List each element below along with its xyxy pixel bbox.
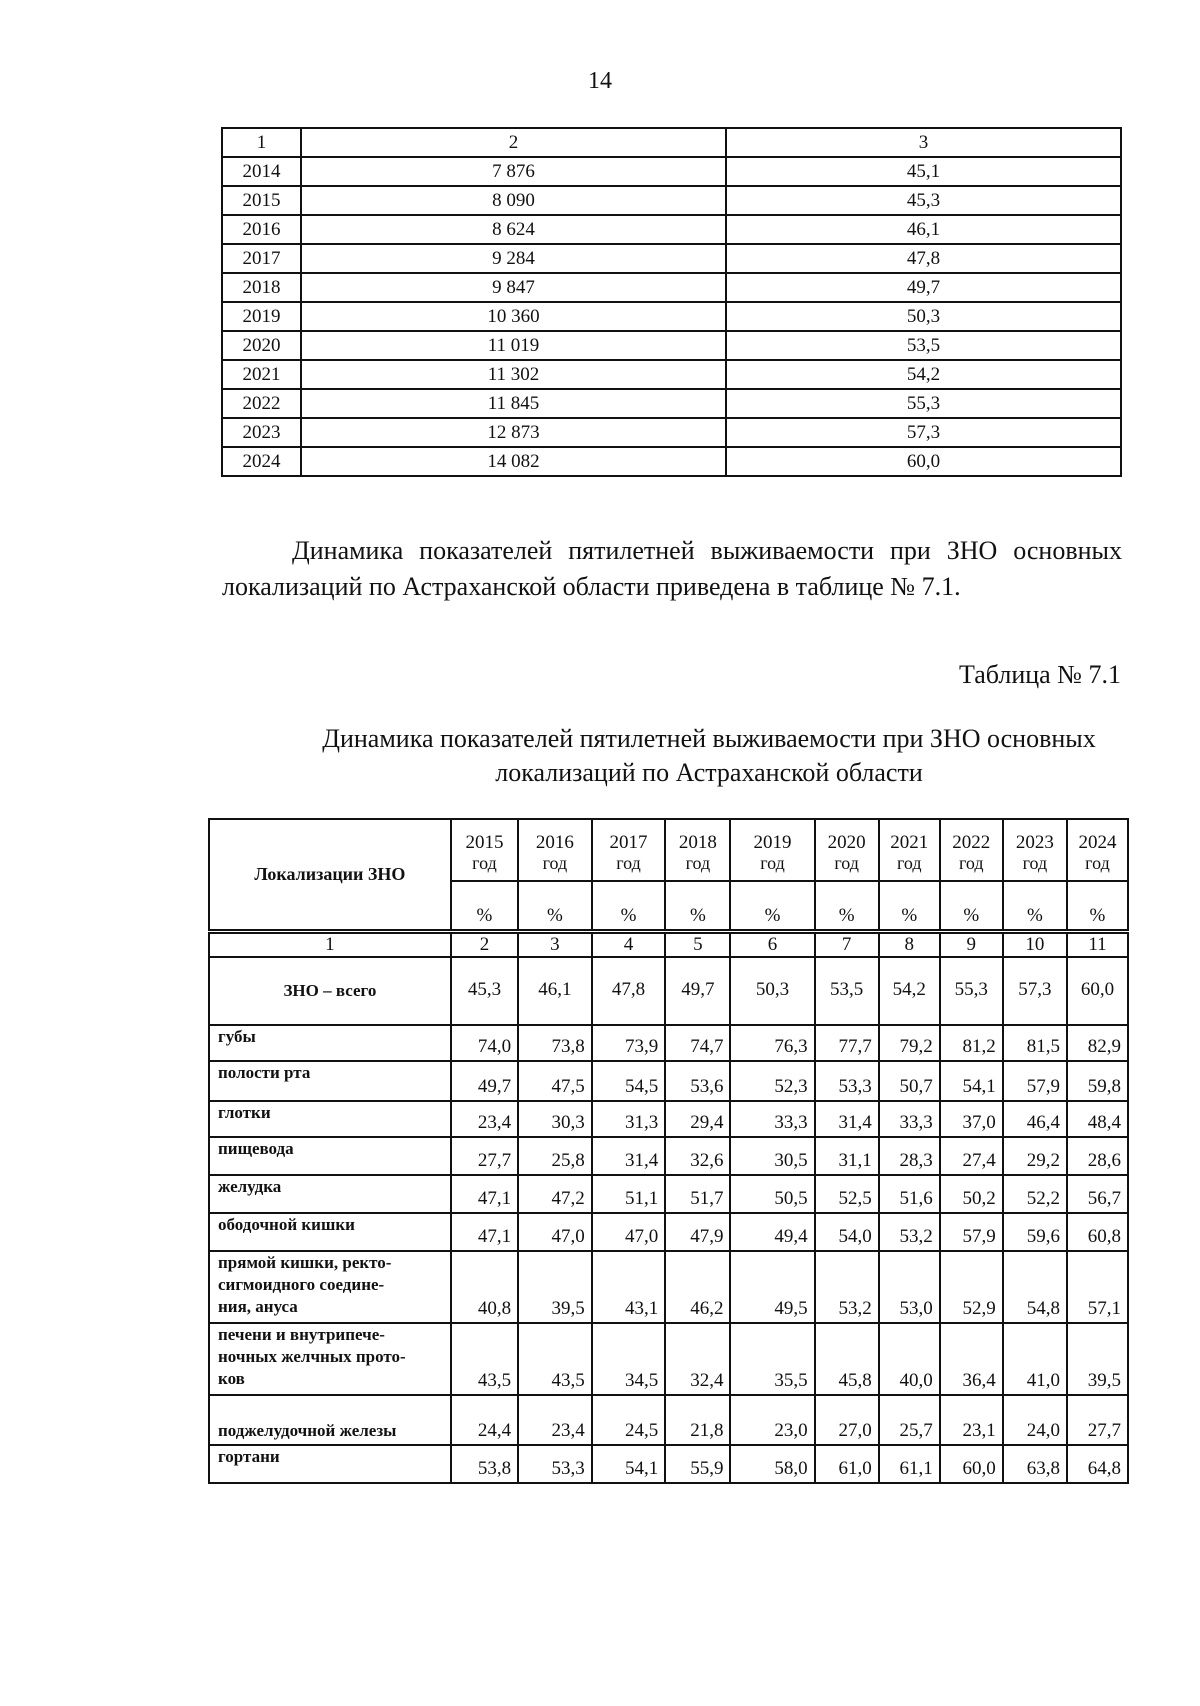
year-header [665, 819, 730, 881]
value-cell: 34,5 [592, 1323, 666, 1395]
table-row [209, 1175, 1128, 1213]
column-number: 11 [1067, 931, 1128, 957]
value-cell: 30,3 [518, 1101, 592, 1137]
column-number: 2 [451, 931, 518, 957]
table-cell: 2016 [222, 215, 301, 244]
year-unit: год [896, 853, 922, 873]
year-unit: год [958, 853, 984, 873]
year-unit: год [685, 853, 711, 873]
table-cell: 2023 [222, 418, 301, 447]
column-number: 4 [592, 931, 666, 957]
table-cell: 12 873 [301, 418, 726, 447]
value-cell: 36,4 [940, 1323, 1003, 1395]
value-cell: 27,7 [451, 1137, 518, 1175]
cases-table [221, 127, 1122, 477]
value-cell: 32,4 [665, 1323, 730, 1395]
table-header-row [222, 128, 1121, 157]
value-cell: 59,8 [1067, 1061, 1128, 1101]
table-cell: 2017 [222, 244, 301, 273]
table-cell: 57,3 [726, 418, 1121, 447]
year-unit: год [1022, 853, 1048, 873]
value-cell: 23,4 [451, 1101, 518, 1137]
value-cell: 29,4 [665, 1101, 730, 1137]
value-cell: 50,2 [940, 1175, 1003, 1213]
table-cell: 7 876 [301, 157, 726, 186]
table-row [222, 331, 1121, 360]
value-cell: 60,0 [1067, 957, 1128, 1025]
table-cell: 45,1 [726, 157, 1121, 186]
column-number: 1 [209, 931, 451, 957]
column-number: 3 [518, 931, 592, 957]
value-cell: 74,0 [451, 1025, 518, 1061]
table-cell: 46,1 [726, 215, 1121, 244]
year-value: 2022 [952, 832, 991, 853]
table-row [209, 1025, 1128, 1061]
value-cell: 39,5 [1067, 1323, 1128, 1395]
value-cell: 46,4 [1003, 1101, 1067, 1137]
column-number: 10 [1003, 931, 1067, 957]
localization-label [209, 1323, 451, 1395]
value-cell: 57,9 [940, 1213, 1003, 1251]
percent-header: % [451, 881, 518, 931]
column-number: 7 [815, 931, 879, 957]
value-cell: 50,5 [730, 1175, 814, 1213]
value-cell: 49,4 [730, 1213, 814, 1251]
header-cell: 2 [301, 128, 726, 157]
column-number: 5 [665, 931, 730, 957]
localization-header: Локализации ЗНО [209, 819, 451, 931]
table-cell: 2019 [222, 302, 301, 331]
value-cell: 51,7 [665, 1175, 730, 1213]
year-header [1003, 819, 1067, 881]
page-number: 14 [588, 68, 612, 94]
year-value: 2018 [678, 832, 717, 853]
value-cell: 40,0 [879, 1323, 940, 1395]
year-header [940, 819, 1003, 881]
table-row [222, 418, 1121, 447]
table-row [209, 1061, 1128, 1101]
value-cell: 47,1 [451, 1213, 518, 1251]
value-cell: 54,1 [592, 1445, 666, 1483]
percent-header: % [665, 881, 730, 931]
year-unit: год [1085, 853, 1110, 873]
table-header-row [209, 819, 1128, 881]
label-line: сигмоидного соедине- [218, 1274, 385, 1294]
table-row [222, 244, 1121, 273]
table-title-line: Динамика показателей пятилетней выживаемости при ЗНО основных [322, 724, 1096, 753]
table-row [222, 157, 1121, 186]
value-cell: 60,0 [940, 1445, 1003, 1483]
table-cell: 11 845 [301, 389, 726, 418]
table-cell: 50,3 [726, 302, 1121, 331]
intro-paragraph: Динамика показателей пятилетней выживаемости при ЗНО основных локализаций по Астраханской области приведена в таблице № 7.1. [222, 536, 1122, 601]
value-cell: 46,1 [518, 957, 592, 1025]
value-cell: 33,3 [879, 1101, 940, 1137]
year-unit: год [834, 853, 859, 873]
localization-label: полости рта [209, 1061, 451, 1101]
value-cell: 47,5 [518, 1061, 592, 1101]
table-cell: 11 302 [301, 360, 726, 389]
table-cell: 55,3 [726, 389, 1121, 418]
label-line: ния, ануса [218, 1296, 298, 1316]
table-row [222, 186, 1121, 215]
header-cell: 1 [222, 128, 301, 157]
table-cell: 54,2 [726, 360, 1121, 389]
value-cell: 24,0 [1003, 1395, 1067, 1445]
value-cell: 57,3 [1003, 957, 1067, 1025]
label-line: прямой кишки, ректо- [218, 1252, 392, 1272]
table-cell: 11 019 [301, 331, 726, 360]
value-cell: 27,7 [1067, 1395, 1128, 1445]
column-number-row [209, 931, 1128, 957]
percent-header: % [1067, 881, 1128, 931]
value-cell: 55,9 [665, 1445, 730, 1483]
value-cell: 29,2 [1003, 1137, 1067, 1175]
table-cell: 2024 [222, 447, 301, 476]
column-number: 9 [940, 931, 1003, 957]
value-cell: 51,1 [592, 1175, 666, 1213]
value-cell: 23,1 [940, 1395, 1003, 1445]
value-cell: 47,2 [518, 1175, 592, 1213]
table-row [209, 1213, 1128, 1251]
value-cell: 27,4 [940, 1137, 1003, 1175]
table-row [209, 1445, 1128, 1483]
value-cell: 23,0 [730, 1395, 814, 1445]
percent-header: % [592, 881, 666, 931]
value-cell: 50,7 [879, 1061, 940, 1101]
value-cell: 54,8 [1003, 1251, 1067, 1323]
table-cell: 8 090 [301, 186, 726, 215]
value-cell: 47,1 [451, 1175, 518, 1213]
table-cell: 14 082 [301, 447, 726, 476]
value-cell: 53,3 [815, 1061, 879, 1101]
value-cell: 59,6 [1003, 1213, 1067, 1251]
table-cell: 2014 [222, 157, 301, 186]
value-cell: 52,3 [730, 1061, 814, 1101]
year-header [730, 819, 814, 881]
table-cell: 49,7 [726, 273, 1121, 302]
table-cell: 45,3 [726, 186, 1121, 215]
year-value: 2021 [890, 832, 929, 853]
value-cell: 43,5 [451, 1323, 518, 1395]
value-cell: 64,8 [1067, 1445, 1128, 1483]
value-cell: 53,6 [665, 1061, 730, 1101]
value-cell: 50,3 [730, 957, 814, 1025]
value-cell: 57,1 [1067, 1251, 1128, 1323]
value-cell: 21,8 [665, 1395, 730, 1445]
value-cell: 46,2 [665, 1251, 730, 1323]
value-cell: 32,6 [665, 1137, 730, 1175]
year-unit: год [616, 853, 641, 873]
table-cell: 10 360 [301, 302, 726, 331]
year-unit: год [542, 853, 568, 873]
value-cell: 73,8 [518, 1025, 592, 1061]
value-cell: 49,7 [665, 957, 730, 1025]
table-row [222, 215, 1121, 244]
value-cell: 40,8 [451, 1251, 518, 1323]
value-cell: 82,9 [1067, 1025, 1128, 1061]
year-value: 2017 [609, 832, 648, 853]
value-cell: 31,4 [815, 1101, 879, 1137]
value-cell: 81,5 [1003, 1025, 1067, 1061]
localization-label: ЗНО – всего [209, 957, 451, 1025]
table-row [209, 1395, 1128, 1445]
column-number: 6 [730, 931, 814, 957]
table-row [209, 1137, 1128, 1175]
value-cell: 56,7 [1067, 1175, 1128, 1213]
value-cell: 31,1 [815, 1137, 879, 1175]
value-cell: 53,2 [815, 1251, 879, 1323]
table-cell: 2020 [222, 331, 301, 360]
localization-label: губы [209, 1025, 451, 1061]
localization-label: глотки [209, 1101, 451, 1137]
value-cell: 61,0 [815, 1445, 879, 1483]
year-value: 2020 [827, 832, 866, 853]
value-cell: 37,0 [940, 1101, 1003, 1137]
table-row [222, 389, 1121, 418]
table-row [222, 447, 1121, 476]
table-row [209, 1101, 1128, 1137]
value-cell: 49,5 [730, 1251, 814, 1323]
value-cell: 81,2 [940, 1025, 1003, 1061]
percent-header: % [940, 881, 1003, 931]
value-cell: 41,0 [1003, 1323, 1067, 1395]
table-row [222, 360, 1121, 389]
percent-header: % [1003, 881, 1067, 931]
table-row [209, 957, 1128, 1025]
localization-label: пищевода [209, 1137, 451, 1175]
table-cell: 60,0 [726, 447, 1121, 476]
year-value: 2024 [1078, 832, 1117, 853]
value-cell: 49,7 [451, 1061, 518, 1101]
table-title [290, 722, 1128, 790]
value-cell: 47,0 [518, 1213, 592, 1251]
value-cell: 39,5 [518, 1251, 592, 1323]
value-cell: 45,8 [815, 1323, 879, 1395]
value-cell: 24,4 [451, 1395, 518, 1445]
year-header [879, 819, 940, 881]
survival-table [208, 818, 1129, 1484]
value-cell: 27,0 [815, 1395, 879, 1445]
value-cell: 58,0 [730, 1445, 814, 1483]
table-cell: 9 847 [301, 273, 726, 302]
percent-header: % [518, 881, 592, 931]
year-header [518, 819, 592, 881]
table-row [209, 1323, 1128, 1395]
value-cell: 28,6 [1067, 1137, 1128, 1175]
value-cell: 52,2 [1003, 1175, 1067, 1213]
value-cell: 30,5 [730, 1137, 814, 1175]
value-cell: 73,9 [592, 1025, 666, 1061]
year-value: 2023 [1015, 832, 1054, 853]
value-cell: 54,1 [940, 1061, 1003, 1101]
value-cell: 53,0 [879, 1251, 940, 1323]
header-cell: 3 [726, 128, 1121, 157]
value-cell: 76,3 [730, 1025, 814, 1061]
table-cell: 9 284 [301, 244, 726, 273]
value-cell: 55,3 [940, 957, 1003, 1025]
localization-label: ободочной кишки [209, 1213, 451, 1251]
value-cell: 52,5 [815, 1175, 879, 1213]
year-value: 2016 [535, 832, 574, 853]
table-row [222, 273, 1121, 302]
value-cell: 24,5 [592, 1395, 666, 1445]
value-cell: 35,5 [730, 1323, 814, 1395]
column-number: 8 [879, 931, 940, 957]
table-cell: 8 624 [301, 215, 726, 244]
value-cell: 43,5 [518, 1323, 592, 1395]
table-cell: 2015 [222, 186, 301, 215]
year-value: 2015 [465, 832, 504, 853]
value-cell: 28,3 [879, 1137, 940, 1175]
value-cell: 52,9 [940, 1251, 1003, 1323]
value-cell: 47,9 [665, 1213, 730, 1251]
value-cell: 53,3 [518, 1445, 592, 1483]
label-line: ков [218, 1368, 245, 1388]
table-title-line: локализаций по Астраханской области [495, 758, 923, 787]
table-row [222, 302, 1121, 331]
table-row [209, 1251, 1128, 1323]
localization-label: желудка [209, 1175, 451, 1213]
year-unit: год [760, 853, 785, 873]
value-cell: 77,7 [815, 1025, 879, 1061]
value-cell: 31,4 [592, 1137, 666, 1175]
value-cell: 33,3 [730, 1101, 814, 1137]
value-cell: 53,5 [815, 957, 879, 1025]
table-cell: 2021 [222, 360, 301, 389]
value-cell: 74,7 [665, 1025, 730, 1061]
value-cell: 47,0 [592, 1213, 666, 1251]
value-cell: 45,3 [451, 957, 518, 1025]
percent-header: % [815, 881, 879, 931]
value-cell: 63,8 [1003, 1445, 1067, 1483]
localization-label: гортани [209, 1445, 451, 1483]
table-cell: 2018 [222, 273, 301, 302]
value-cell: 79,2 [879, 1025, 940, 1061]
year-header [1067, 819, 1128, 881]
value-cell: 48,4 [1067, 1101, 1128, 1137]
value-cell: 61,1 [879, 1445, 940, 1483]
table-cell: 53,5 [726, 331, 1121, 360]
value-cell: 25,7 [879, 1395, 940, 1445]
localization-label: поджелудочной железы [209, 1395, 451, 1445]
value-cell: 57,9 [1003, 1061, 1067, 1101]
year-unit: год [472, 853, 497, 873]
percent-header: % [879, 881, 940, 931]
value-cell: 54,5 [592, 1061, 666, 1101]
table-label: Таблица № 7.1 [958, 660, 1121, 689]
value-cell: 51,6 [879, 1175, 940, 1213]
value-cell: 47,8 [592, 957, 666, 1025]
table-cell: 47,8 [726, 244, 1121, 273]
year-value: 2019 [753, 832, 792, 853]
value-cell: 31,3 [592, 1101, 666, 1137]
year-header [592, 819, 666, 881]
localization-label [209, 1251, 451, 1323]
value-cell: 54,0 [815, 1213, 879, 1251]
percent-header: % [730, 881, 814, 931]
value-cell: 25,8 [518, 1137, 592, 1175]
year-header [451, 819, 518, 881]
value-cell: 43,1 [592, 1251, 666, 1323]
value-cell: 60,8 [1067, 1213, 1128, 1251]
table-cell: 2022 [222, 389, 301, 418]
value-cell: 53,8 [451, 1445, 518, 1483]
value-cell: 54,2 [879, 957, 940, 1025]
label-line: печени и внутрипече- [218, 1324, 385, 1344]
value-cell: 23,4 [518, 1395, 592, 1445]
year-header [815, 819, 879, 881]
label-line: ночных желчных прото- [218, 1346, 406, 1366]
value-cell: 53,2 [879, 1213, 940, 1251]
